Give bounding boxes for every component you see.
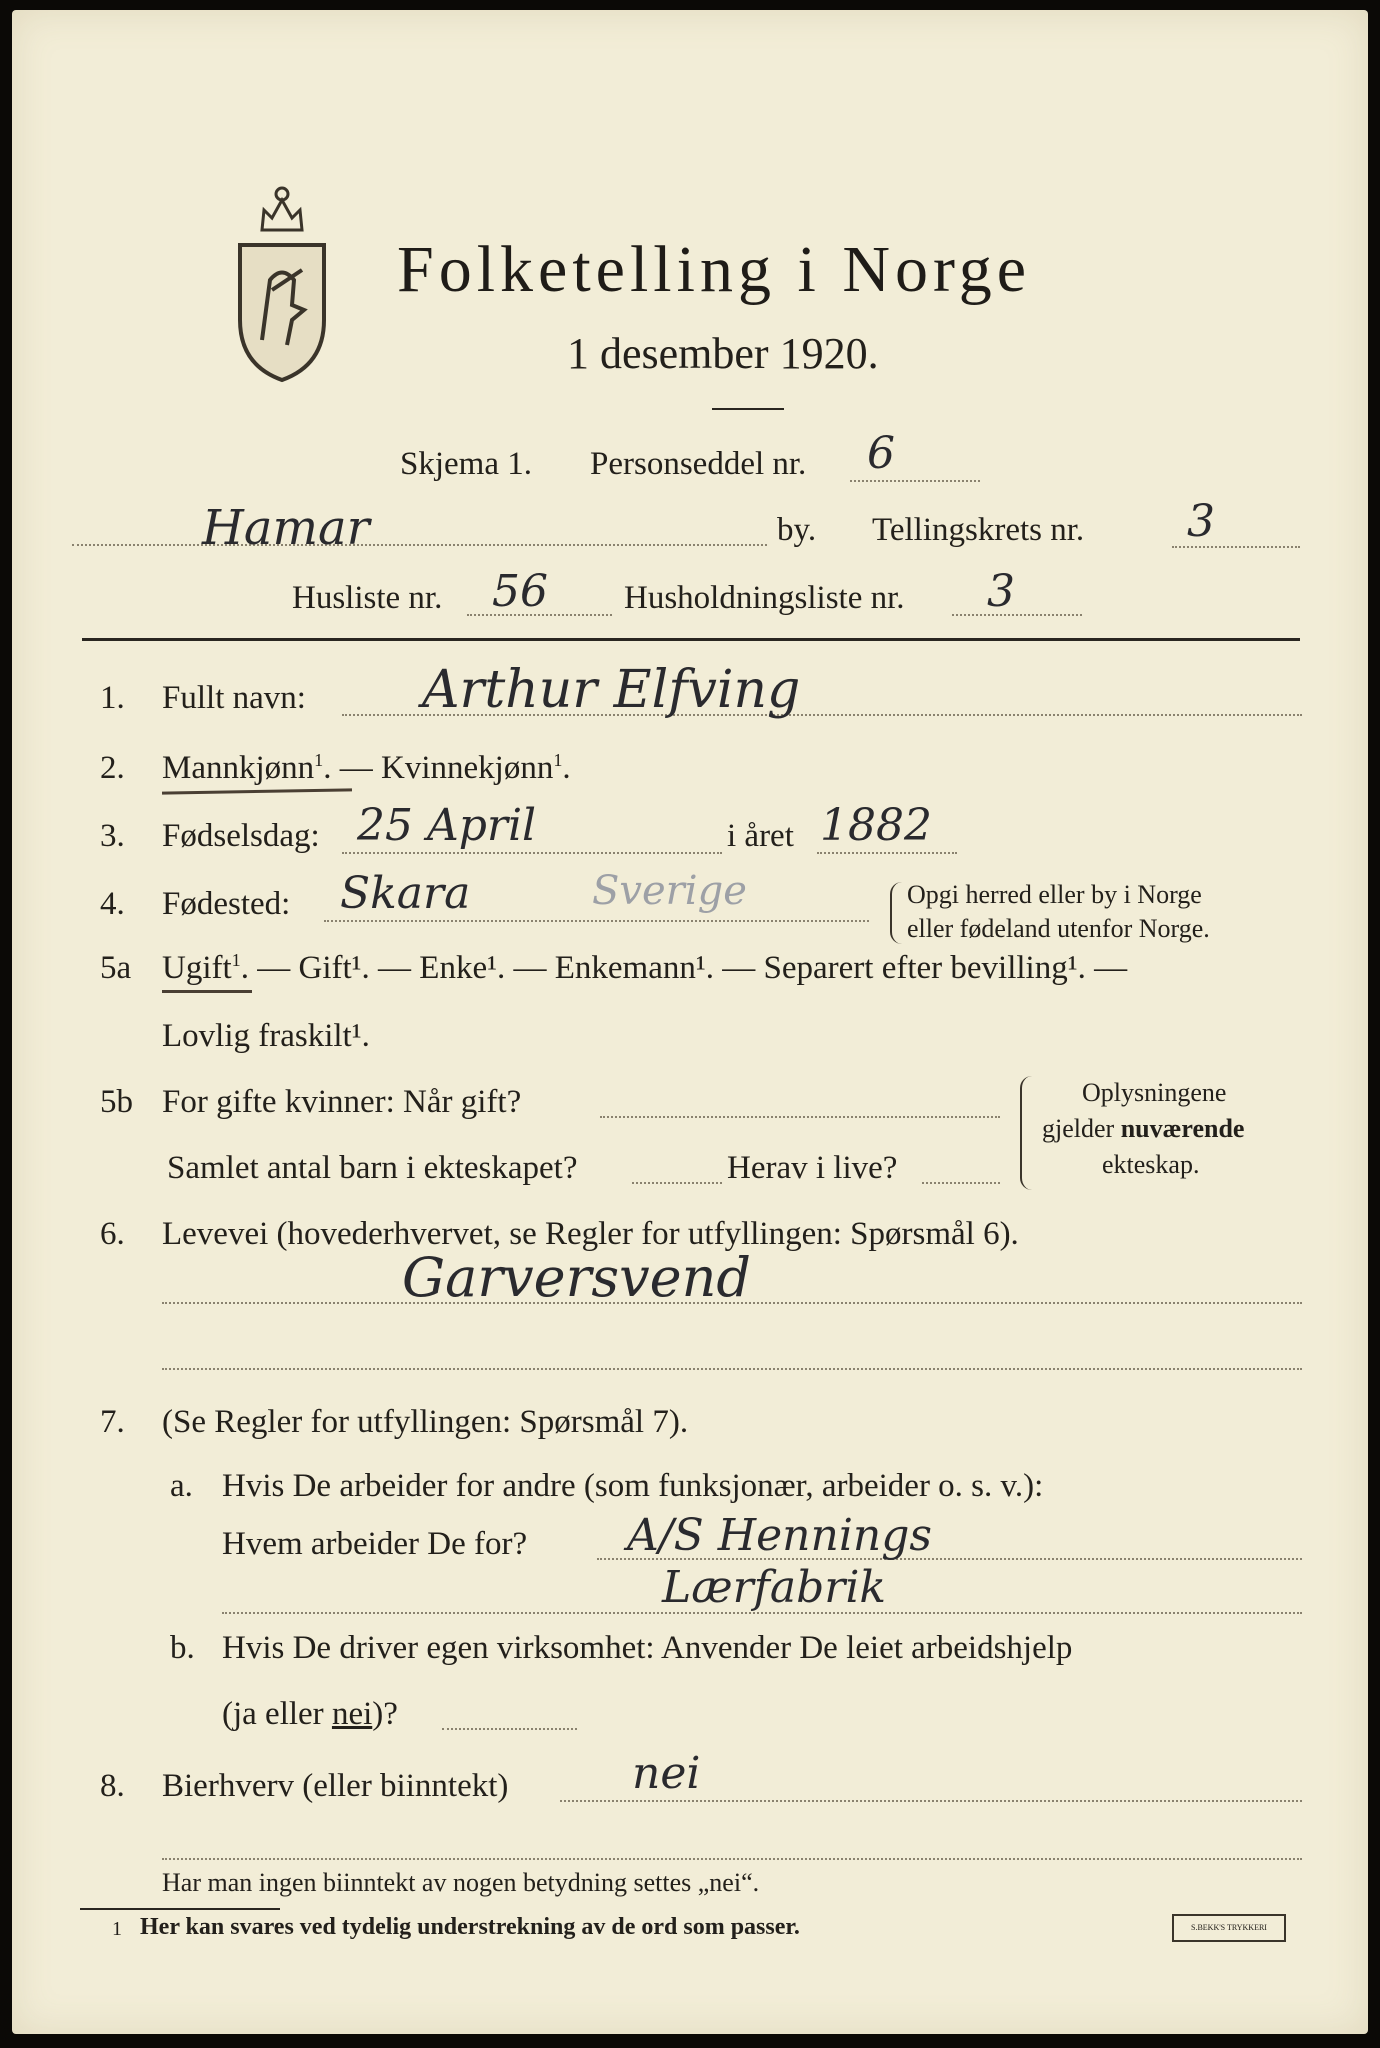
printer-mark: S.BEKK'S TRYKKERI <box>1172 1914 1286 1942</box>
sex-options: Mannkjønn$^1$. — Kvinnekjønn$^1$. <box>162 750 571 786</box>
birth-year-value: 1882 <box>820 800 932 851</box>
tellingskrets-value: 3 <box>1187 496 1215 547</box>
option-nei: nei <box>331 1696 373 1732</box>
q7-label: (Se Regler for utfyllingen: Spørsmål 7). <box>162 1404 689 1440</box>
coat-of-arms-icon <box>232 170 332 390</box>
birthplace-line <box>324 920 869 922</box>
personseddel-line <box>850 480 980 482</box>
option-male: Mannkjønn <box>162 750 315 786</box>
footnote-number: 1 <box>112 1918 122 1940</box>
q7a-letter: a. <box>170 1468 193 1504</box>
q2-number: 2. <box>100 750 125 786</box>
birthplace-value: Skara <box>340 868 471 919</box>
husholdningsliste-value: 3 <box>987 566 1015 617</box>
q5b-number: 5b <box>100 1084 133 1120</box>
occupation-value: Garversvend <box>402 1246 751 1309</box>
employer-value-1: A/S Hennings <box>627 1510 932 1561</box>
q7a-line1: Hvis De arbeider for andre (som funksjonær, arbeider o. s. v.): <box>222 1468 1044 1504</box>
by-label: by. <box>777 512 817 548</box>
side-income-note: Har man ingen biinntekt av nogen betydning settes „nei“. <box>162 1868 760 1897</box>
ugift-underline <box>162 990 252 993</box>
marital-options-line2: Lovlig fraskilt¹. <box>162 1018 370 1054</box>
option-ugift: Ugift <box>162 950 232 986</box>
footnote-text: Her kan svares ved tydelig understrekning av de ord som passer. <box>140 1914 800 1940</box>
personseddel-value: 6 <box>867 428 895 479</box>
when-married-line <box>600 1116 1000 1118</box>
census-date: 1 desember 1920. <box>567 329 879 378</box>
side-income-value: nei <box>632 1748 701 1799</box>
q7b-line2: (ja eller nei)? <box>222 1696 398 1732</box>
q7a-line2: Hvem arbeider De for? <box>222 1526 528 1562</box>
birth-country-value: Sverige <box>592 868 747 914</box>
q6-number: 6. <box>100 1216 125 1252</box>
skjema-label: Skjema 1. <box>400 446 532 482</box>
q4-number: 4. <box>100 886 125 922</box>
marital-options: Ugift$^1$. — Gift¹. — Enke¹. — Enkemann¹. — Separert efter bevilling¹. — <box>162 950 1128 986</box>
side-income-line <box>560 1800 1302 1802</box>
q5b-note-bracket <box>1020 1076 1032 1190</box>
full-name-value: Arthur Elfving <box>422 660 801 720</box>
q7b-line1: Hvis De driver egen virksomhet: Anvender De leiet arbeidshjelp <box>222 1630 1073 1666</box>
q4-note-bracket <box>890 882 902 944</box>
q6-label: Levevei (hovederhvervet, se Regler for utfyllingen: Spørsmål 6). <box>162 1216 1019 1252</box>
q4-label: Fødested: <box>162 886 291 922</box>
q1-number: 1. <box>100 680 125 716</box>
q8-label: Bierhverv (eller biinntekt) <box>162 1768 509 1804</box>
year-label: i året <box>727 818 794 854</box>
birthday-line <box>342 852 722 854</box>
q5b-note-line1: Oplysningene <box>1082 1078 1227 1107</box>
q7-number: 7. <box>100 1404 125 1440</box>
side-income-line2 <box>162 1858 1302 1860</box>
employer-value-2: Lærfabrik <box>662 1562 887 1613</box>
city-line <box>72 544 767 546</box>
q5b-note-line3: ekteskap. <box>1102 1150 1200 1179</box>
q5b-children-label: Samlet antal barn i ekteskapet? <box>167 1150 578 1186</box>
birthday-value: 25 April <box>357 800 537 851</box>
q8-number: 8. <box>100 1768 125 1804</box>
husholdningsliste-label: Husholdningsliste nr. <box>624 580 905 616</box>
q5a-number: 5a <box>100 950 132 986</box>
q1-label: Fullt navn: <box>162 680 306 716</box>
male-underline <box>162 788 352 794</box>
title-divider <box>712 408 784 410</box>
tellingskrets-label: Tellingskrets nr. <box>872 512 1085 548</box>
city-value: Hamar <box>202 500 370 556</box>
q4-note-line2: eller fødeland utenfor Norge. <box>907 914 1210 943</box>
alive-line <box>922 1182 1000 1184</box>
footnote-rule <box>80 1908 280 1910</box>
q5b-line1: For gifte kvinner: Når gift? <box>162 1084 522 1120</box>
personseddel-label: Personseddel nr. <box>590 446 807 482</box>
occupation-line2 <box>162 1368 1302 1370</box>
header-rule <box>82 638 1300 641</box>
q5b-alive-label: Herav i live? <box>727 1150 898 1186</box>
q4-note-line1: Opgi herred eller by i Norge <box>907 880 1202 909</box>
husholdningsliste-line <box>952 614 1082 616</box>
q3-label: Fødselsdag: <box>162 818 320 854</box>
census-form <box>12 10 1368 2034</box>
form-title: Folketelling i Norge <box>397 233 1032 306</box>
q3-number: 3. <box>100 818 125 854</box>
year-line <box>817 852 957 854</box>
children-line <box>632 1182 722 1184</box>
q7b-letter: b. <box>170 1630 195 1666</box>
husliste-value: 56 <box>492 566 548 617</box>
husliste-label: Husliste nr. <box>292 580 443 616</box>
option-female: Kvinnekjønn <box>381 750 554 786</box>
hired-help-line <box>442 1728 577 1730</box>
q5b-note-line2: gjelder nuværende <box>1042 1114 1245 1143</box>
